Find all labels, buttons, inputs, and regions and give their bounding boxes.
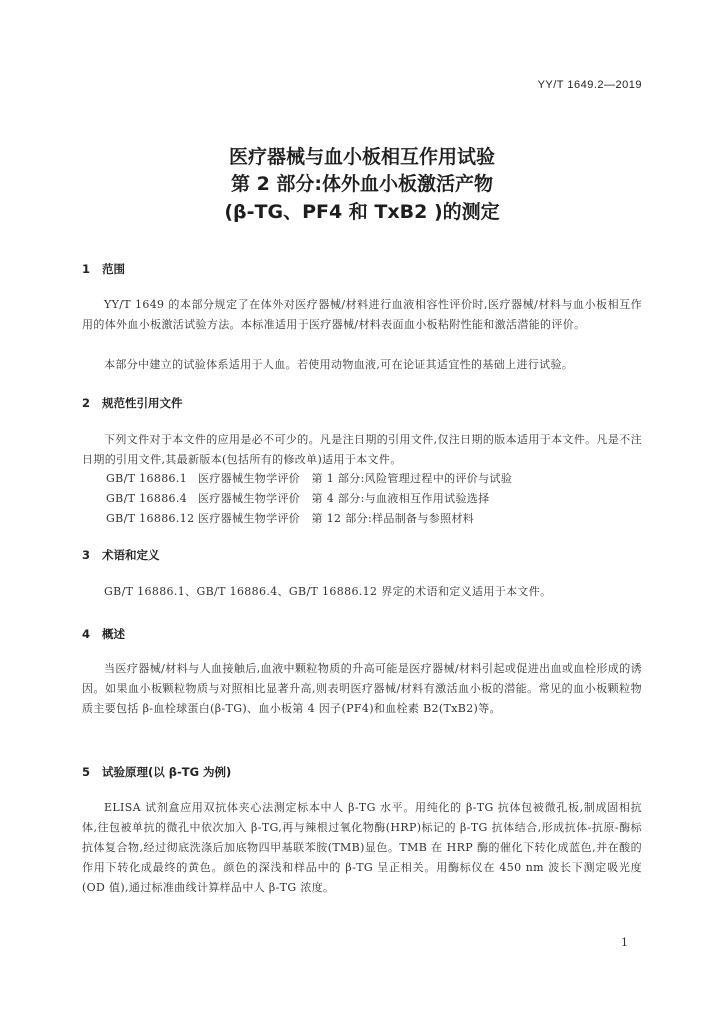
standard-code: YY/T 1649.2—2019 [537,79,642,91]
page-number: 1 [621,936,628,949]
reference-item [106,490,490,506]
reference-title: 医疗器械生物学评价 第 12 部分:样品制备与参照材料 [198,512,475,525]
section-title: 概述 [102,627,125,641]
section-5-heading [82,764,231,780]
title-line-2: 第 2 部分:体外血小板激活产物 [230,173,494,195]
section-5-paragraph-1: ELISA 试剂盒应用双抗体夹心法测定标本中人 β-TG 水平。用纯化的 β-TG 抗体包被微孔板,制成固相抗体,往包被单抗的微孔中依次加入 β-TG,再与辣根过氧化物酶(HRP)标记的 β-TG 抗体结合,形成抗体-抗原-酶标抗体复合物,经过彻底洗涤后加底物四甲基联苯胺(TMB)显色。TMB 在 HRP 酶的催化下转化成蓝色,并在酸的作用下转化成最终的黄色。颜色的深浅和样品中的 β-TG 呈正相关。用酶标仪在 450 nm 波长下测定吸光度(OD 值),通过标准曲线计算样品中人 β-TG 浓度。 [82,801,642,894]
section-4-heading [82,626,125,642]
reference-code: GB/T 16886.1 [106,472,188,485]
reference-code: GB/T 16886.12 [106,512,195,525]
reference-title: 医疗器械生物学评价 第 4 部分:与血液相互作用试验选择 [198,492,490,505]
reference-code: GB/T 16886.4 [106,492,188,505]
section-title: 范围 [102,262,125,276]
section-3-heading [82,547,160,563]
reference-item [106,470,512,486]
section-title: 术语和定义 [102,548,160,562]
title-line-1: 医疗器械与血小板相互作用试验 [228,146,495,168]
section-number: 2 [82,396,91,410]
section-title: 规范性引用文件 [102,396,183,410]
section-4-paragraph-1: 当医疗器械/材料与人血接触后,血液中颗粒物质的升高可能是医疗器械/材料引起或促进出血或血栓形成的诱因。如果血小板颗粒物质与对照相比显著升高,则表明医疗器械/材料有激活血小板的潜能。常见的血小板颗粒物质主要包括 β-血栓球蛋白(β-TG)、血小板第 4 因子(PF4)和血栓素 B2(TxB2)等。 [82,662,642,715]
section-number: 4 [82,627,91,641]
section-2-paragraph-1: 下列文件对于本文件的应用是必不可少的。凡是注日期的引用文件,仅注日期的版本适用于本文件。凡是不注日期的引用文件,其最新版本(包括所有的修改单)适用于本文件。 [82,433,642,466]
section-1-paragraph-2: 本部分中建立的试验体系适用于人血。若使用动物血液,可在论证其适宜性的基础上进行试验。 [104,358,574,371]
section-number: 1 [82,262,91,276]
title-line-3: (β-TG、PF4 和 TxB2 )的测定 [224,201,500,223]
section-title: 试验原理(以 β-TG 为例) [102,765,232,779]
section-number: 3 [82,548,91,562]
reference-item [106,510,474,526]
reference-title: 医疗器械生物学评价 第 1 部分:风险管理过程中的评价与试验 [198,472,513,485]
section-1-paragraph-1: YY/T 1649 的本部分规定了在体外对医疗器械/材料进行血液相容性评价时,医疗器械/材料与血小板相互作用的体外血小板激活试验方法。本标准适用于医疗器械/材料表面血小板粘附性能和激活潜能的评价。 [82,298,642,331]
section-1-heading [82,261,125,277]
section-2-heading [82,395,183,411]
section-number: 5 [82,765,91,779]
section-3-paragraph-1: GB/T 16886.1、GB/T 16886.4、GB/T 16886.12 界定的术语和定义适用于本文件。 [104,585,552,598]
